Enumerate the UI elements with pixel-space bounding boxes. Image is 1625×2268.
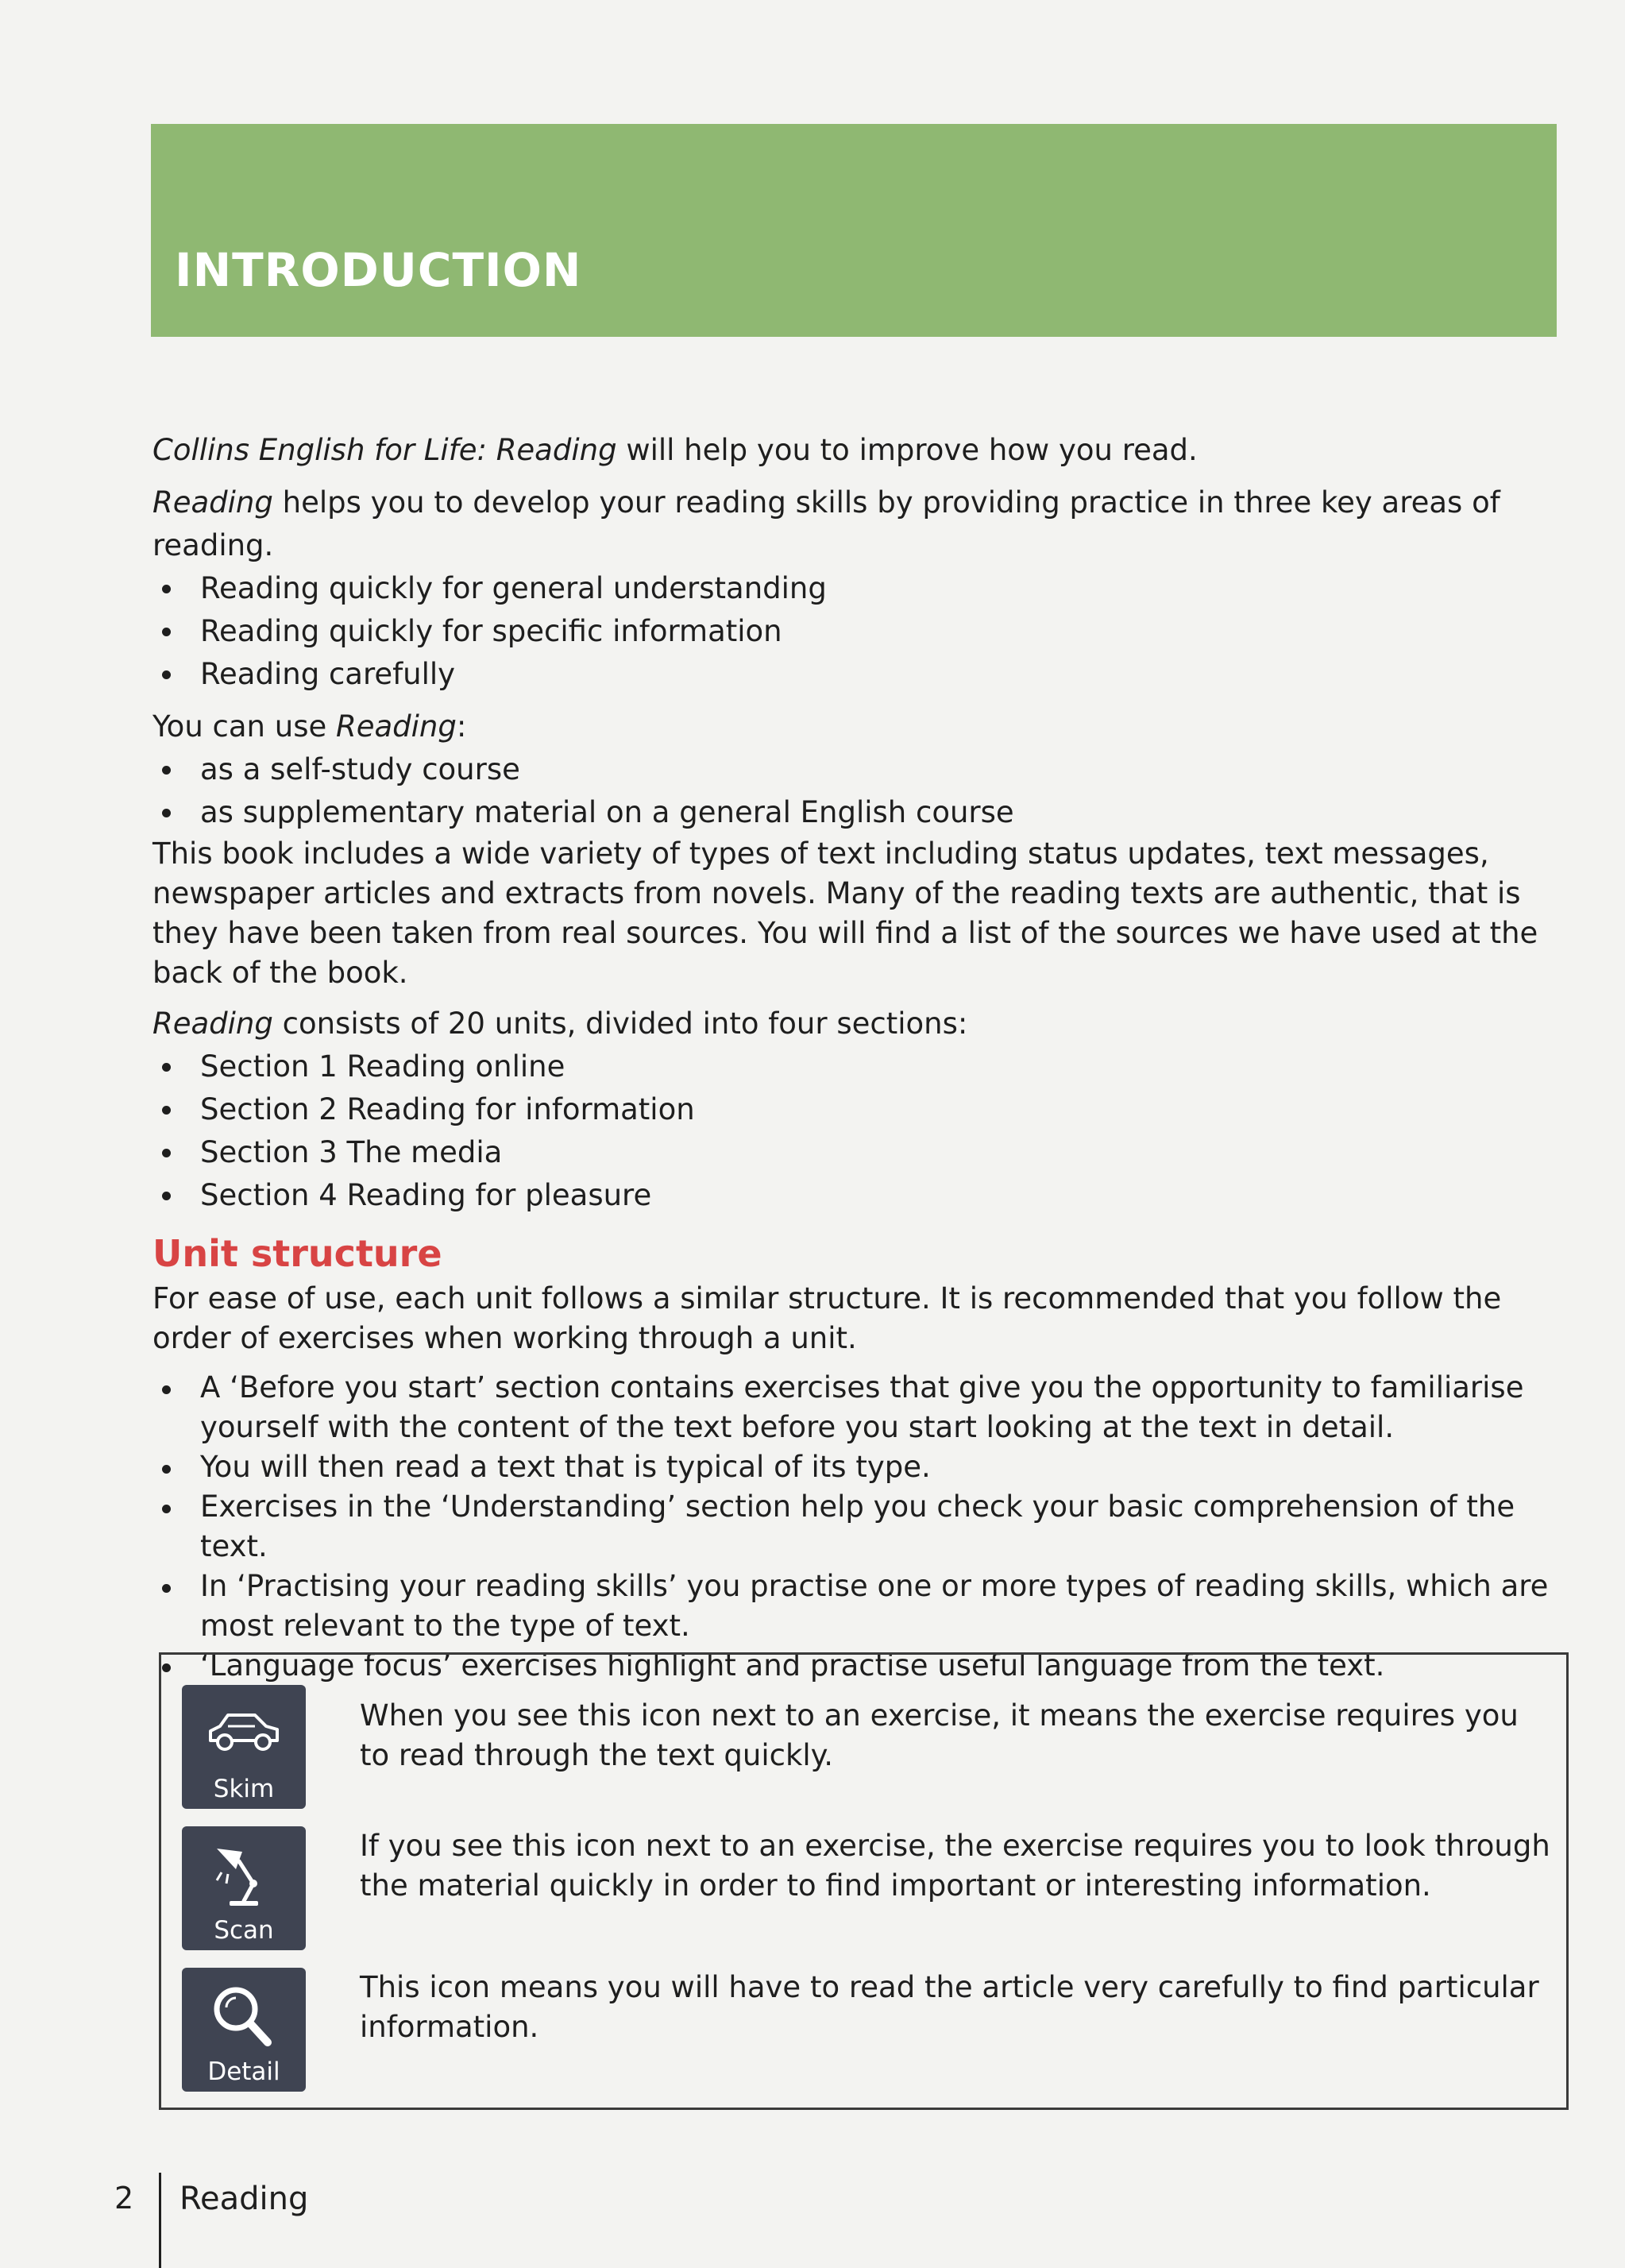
list-item: Section 3 The media — [152, 1131, 1574, 1174]
footer-title: Reading — [179, 2181, 309, 2217]
unit-structure-heading: Unit structure — [152, 1232, 442, 1275]
consists-line: Reading consists of 20 units, divided into four sections: — [152, 1006, 968, 1041]
reading-areas-list — [152, 567, 1574, 696]
footer-divider — [159, 2173, 161, 2268]
list-item: Section 2 Reading for information — [152, 1088, 1574, 1131]
book-description: This book includes a wide variety of types of text including status updates, text messages, newspaper articles and extracts from novels. Many of the reading texts are authentic, that is they have been taken from real sources. You will find a list of the sources we have used at the back of the book. — [152, 836, 1538, 990]
page-title: INTRODUCTION — [175, 243, 582, 297]
desk-lamp-icon — [204, 1837, 284, 1917]
list-item: as supplementary material on a general English course — [152, 791, 1574, 834]
title-banner — [151, 124, 1557, 337]
detail-description: This icon means you will have to read the article very carefully to find particular information. — [360, 1970, 1539, 2044]
icon-key-box — [159, 1652, 1569, 2110]
page-number: 2 — [114, 2181, 134, 2216]
uses-list — [152, 748, 1574, 834]
icon-label: Detail — [207, 2057, 280, 2086]
list-item: Reading carefully — [152, 653, 1574, 696]
list-item: In ‘Practising your reading skills’ you practise one or more types of reading skills, which are most relevant to the type of text. — [152, 1567, 1574, 1646]
list-item: Section 1 Reading online — [152, 1045, 1574, 1088]
list-item: Reading quickly for specific information — [152, 610, 1574, 653]
list-item: Exercises in the ‘Understanding’ section help you check your basic comprehension of the text. — [152, 1487, 1574, 1567]
scan-description: If you see this icon next to an exercise, the exercise requires you to look through the material quickly in order to find important or interesting information. — [360, 1829, 1550, 1903]
list-item: A ‘Before you start’ section contains exercises that give you the opportunity to familiarise yourself with the content of the text before you start looking at the text in detail. — [152, 1368, 1574, 1447]
list-item: You will then read a text that is typical of its type. — [152, 1447, 1574, 1487]
list-item: Section 4 Reading for pleasure — [152, 1174, 1574, 1217]
icon-label: Skim — [213, 1775, 275, 1803]
list-item: as a self-study course — [152, 748, 1574, 791]
sections-list — [152, 1045, 1574, 1217]
main-content — [152, 429, 1574, 1686]
skim-description: When you see this icon next to an exercise, it means the exercise requires you to read through the text quickly. — [360, 1698, 1519, 1772]
intro-line-2: Reading helps you to develop your reading skills by providing practice in three key areas of reading. — [152, 485, 1500, 562]
detail-tile — [182, 1968, 306, 2092]
intro-line-1: Collins English for Life: Reading will help you to improve how you read. — [152, 433, 1198, 467]
scan-tile — [182, 1826, 306, 1950]
skim-tile — [182, 1685, 306, 1809]
magnifier-icon — [204, 1979, 284, 2058]
list-item: ‘Language focus’ exercises highlight and practise useful language from the text. — [152, 1646, 1574, 1686]
list-item: Reading quickly for general understanding — [152, 567, 1574, 610]
unit-structure-list — [152, 1368, 1574, 1686]
icon-label: Scan — [214, 1916, 274, 1945]
use-line: You can use Reading: — [152, 709, 467, 744]
unit-structure-text: For ease of use, each unit follows a similar structure. It is recommended that you follow the order of exercises when working through a unit. — [152, 1281, 1502, 1355]
car-icon — [204, 1696, 284, 1760]
